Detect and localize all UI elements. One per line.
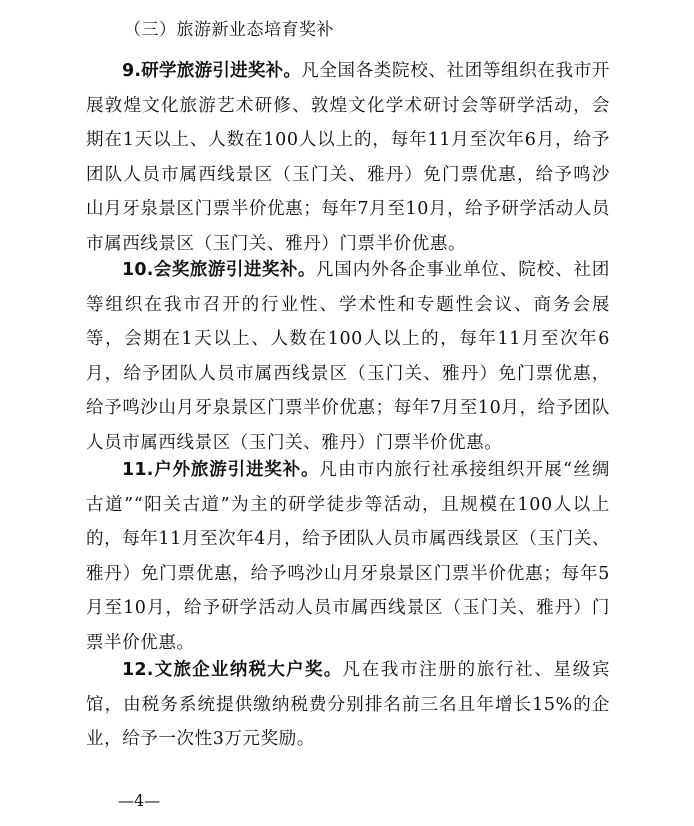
item-title: 10.会奖旅游引进奖补。 bbox=[122, 260, 316, 280]
item-title: 9.研学旅游引进奖补。 bbox=[122, 61, 302, 81]
item-body: 凡全国各类院校、社团等组织在我市开展敦煌文化旅游艺术研修、敦煌文化学术研讨会等研学活动，会期在1天以上、人数在100人以上的，每年11月至次年6月，给予团队人员市属西线景区（玉门关、雅丹）免门票优惠，给予鸣沙山月牙泉景区门票半价优惠；每年7月至10月，给予研学活动人员市属西线景区（玉门关、雅丹）门票半价优惠。 bbox=[86, 61, 610, 254]
item-title: 12.文旅企业纳税大户奖。 bbox=[122, 660, 343, 680]
paragraph-conference-tourism bbox=[86, 253, 610, 461]
paragraph-research-tourism bbox=[86, 54, 610, 262]
item-body: 凡在我市注册的旅行社、星级宾馆，由税务系统提供缴纳税费分别排名前三名且年增长15%的企业，给予一次性3万元奖励。 bbox=[86, 660, 610, 750]
item-body: 凡由市内旅行社承接组织开展“丝绸古道”“阳关古道”为主的研学徒步等活动，且规模在100人以上的，每年11月至次年4月，给予团队人员市属西线景区（玉门关、雅丹）免门票优惠，给予鸣沙山月牙泉景区门票半价优惠；每年5月至10月，给予研学活动人员市属西线景区（玉门关、雅丹）门票半价优惠。 bbox=[86, 460, 611, 653]
item-body: 凡国内外各企事业单位、院校、社团等组织在我市召开的行业性、学术性和专题性会议、商务会展等，会期在1天以上、人数在100人以上的，每年11月至次年6月，给予团队人员市属西线景区（玉门关、雅丹）免门票优惠，给予鸣沙山月牙泉景区门票半价优惠；每年7月至10月，给予团队人员市属西线景区（玉门关、雅丹）门票半价优惠。 bbox=[86, 260, 610, 453]
section-heading: （三）旅游新业态培育奖补 bbox=[124, 20, 334, 40]
page-number: —4— bbox=[118, 791, 161, 810]
paragraph-outdoor-tourism bbox=[86, 453, 610, 661]
item-title: 11.户外旅游引进奖补。 bbox=[122, 460, 320, 480]
paragraph-taxpayer-award bbox=[86, 653, 610, 757]
